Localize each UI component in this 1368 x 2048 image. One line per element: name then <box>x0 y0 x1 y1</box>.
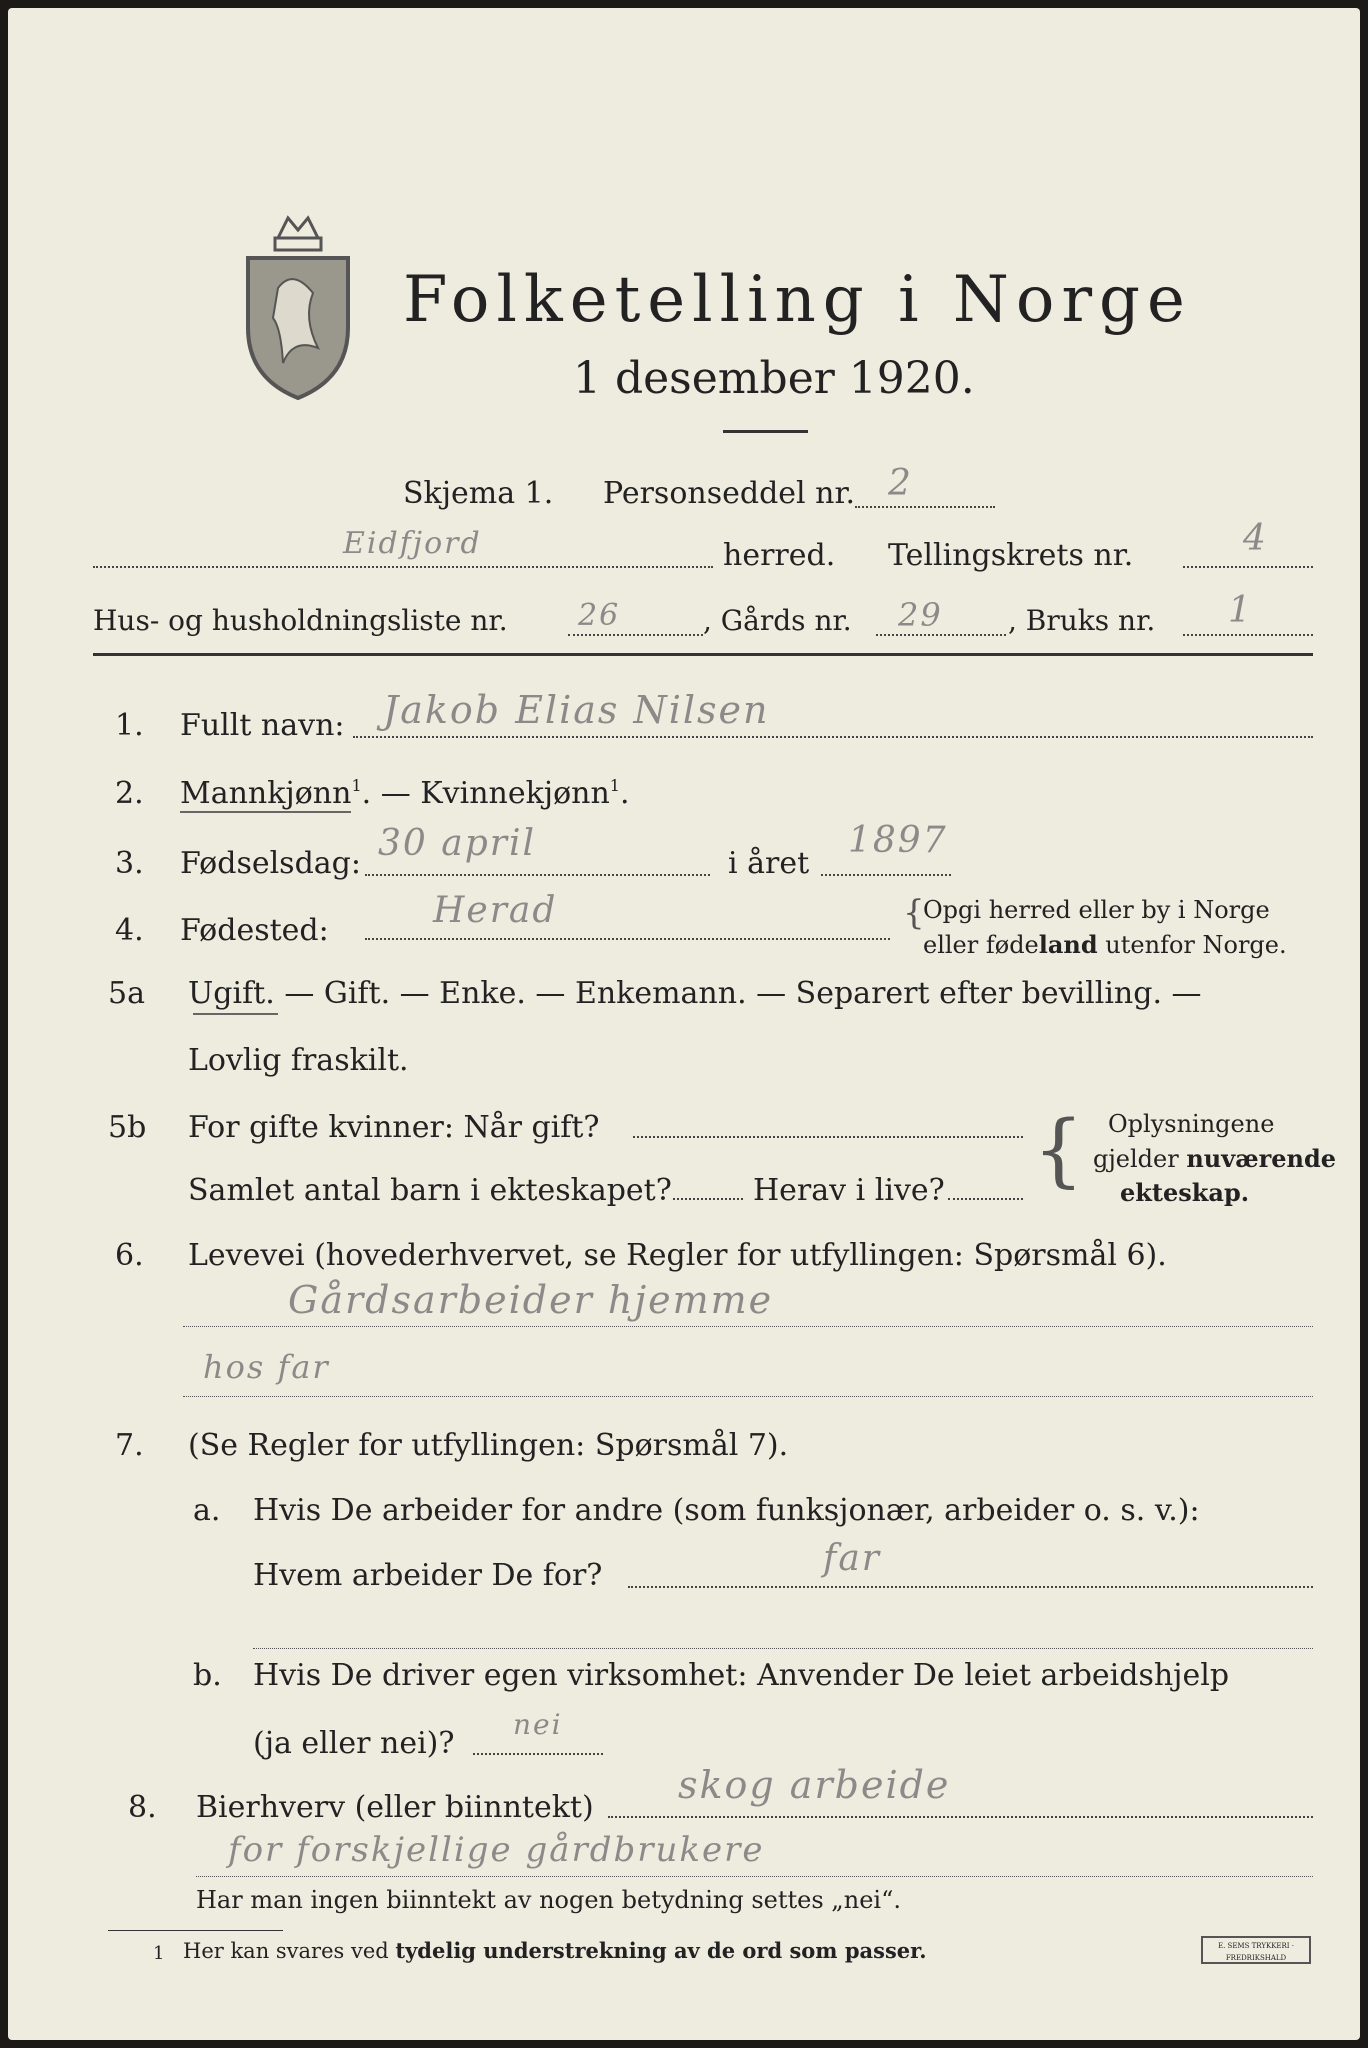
female-option[interactable]: Kvinnekjønn <box>420 776 610 811</box>
q4-note-1: Opgi herred eller by i Norge <box>923 896 1270 924</box>
q5b-note-3: ekteskap. <box>1120 1178 1250 1207</box>
children-line <box>673 1198 743 1200</box>
herred-label: herred. <box>723 538 836 573</box>
footnote-text <box>183 1938 927 1963</box>
q5b-line1: For gifte kvinner: Når gift? <box>188 1110 600 1145</box>
marital-status-options-2[interactable]: Lovlig fraskilt. <box>188 1043 409 1078</box>
alive-line <box>948 1198 1023 1200</box>
employer-line-2 <box>253 1648 1313 1649</box>
q5b-note-2b: nuværende <box>1186 1144 1337 1173</box>
occupation-value-1[interactable]: Gårdsarbeider hjemme <box>288 1278 774 1322</box>
q7a-letter: a. <box>193 1493 221 1528</box>
birthplace-line <box>365 938 890 940</box>
q3-number: 3. <box>115 846 144 881</box>
herred-line <box>93 566 713 568</box>
birthday-line <box>365 874 710 876</box>
bruks-line <box>1183 634 1313 636</box>
q8-number: 8. <box>128 1790 157 1825</box>
q8-label: Bierhverv (eller biinntekt) <box>196 1790 594 1825</box>
occupation-line-2 <box>183 1396 1313 1397</box>
footnote-rule <box>108 1930 283 1931</box>
employer-value[interactable]: far <box>823 1538 881 1579</box>
q4-note-2b: land <box>1038 930 1098 959</box>
side-income-line-2 <box>196 1876 1313 1877</box>
q4-number: 4. <box>115 913 144 948</box>
personseddel-line <box>855 506 995 508</box>
occupation-value-2[interactable]: hos far <box>203 1348 330 1386</box>
q7a-line1: Hvis De arbeider for andre (som funksjonær, arbeider o. s. v.): <box>253 1493 1200 1528</box>
q5a-number: 5a <box>108 976 145 1011</box>
q5b-line2a: Samlet antal barn i ekteskapet? <box>188 1173 672 1208</box>
q4-note-2c: utenfor Norge. <box>1097 931 1287 959</box>
gards-label: , Gårds nr. <box>703 604 852 637</box>
husholdning-label: Hus- og husholdningsliste nr. <box>93 604 508 637</box>
q1-number: 1. <box>115 708 144 743</box>
gards-line <box>876 634 1006 636</box>
skjema-label: Skjema 1. <box>403 476 554 511</box>
coat-of-arms-icon <box>233 198 363 408</box>
birthplace-value[interactable]: Herad <box>433 890 558 931</box>
ugift-underline <box>193 1013 278 1015</box>
occupation-line-1 <box>183 1326 1313 1327</box>
tellingskrets-line <box>1183 566 1313 568</box>
header-rule <box>93 653 1313 656</box>
q5b-line2b: Herav i live? <box>753 1173 945 1208</box>
q5b-note-1: Oplysningene <box>1108 1110 1275 1138</box>
gards-value[interactable]: 29 <box>898 596 943 634</box>
side-income-value-2[interactable]: for forskjellige gårdbrukere <box>228 1830 765 1870</box>
q2-separator: . — <box>361 776 421 811</box>
hired-help-value[interactable]: nei <box>513 1708 563 1741</box>
q2-end: . <box>619 776 630 811</box>
full-name-value[interactable]: Jakob Elias Nilsen <box>383 688 770 732</box>
printer-stamp: E. SEMS TRYKKERI · FREDRIKSHALD <box>1201 1936 1311 1964</box>
q4-note-2a: eller føde <box>923 931 1039 959</box>
birthday-value[interactable]: 30 april <box>378 823 536 864</box>
hired-help-line <box>473 1753 603 1755</box>
q3-label: Fødselsdag: <box>180 846 361 881</box>
marital-status-options[interactable]: Ugift. — Gift. — Enke. — Enkemann. — Separert efter bevilling. — <box>188 976 1202 1011</box>
q2-options: Mannkjønn$^1$. — Kvinnekjønn$^1$. <box>180 776 630 811</box>
q2-number: 2. <box>115 776 144 811</box>
q7-label: (Se Regler for utfyllingen: Spørsmål 7). <box>188 1428 789 1463</box>
q8-note: Har man ingen biinntekt av nogen betydning settes „nei“. <box>196 1886 901 1914</box>
q5b-note-2a: gjelder <box>1093 1145 1187 1173</box>
tellingskrets-label: Tellingskrets nr. <box>888 538 1134 573</box>
bruks-label: , Bruks nr. <box>1008 604 1156 637</box>
bruks-value[interactable]: 1 <box>1228 590 1253 631</box>
married-when-line <box>633 1136 1023 1138</box>
year-label: i året <box>728 846 810 881</box>
personseddel-label: Personseddel nr. <box>603 476 856 511</box>
husholdning-line <box>568 634 703 636</box>
q7b-line1: Hvis De driver egen virksomhet: Anvender De leiet arbeidshjelp <box>253 1658 1230 1693</box>
year-line <box>821 874 951 876</box>
q5b-note-2 <box>1093 1144 1336 1173</box>
q4-label: Fødested: <box>180 913 329 948</box>
footnote-number: 1 <box>153 1943 165 1964</box>
footnote-text-b: tydelig understrekning av de ord som passer. <box>395 1938 927 1963</box>
q4-bracket: { <box>903 893 925 933</box>
side-income-value-1[interactable]: skog arbeide <box>678 1763 951 1807</box>
q4-note-2 <box>923 930 1287 959</box>
birth-year-value[interactable]: 1897 <box>848 820 948 861</box>
husholdning-value[interactable]: 26 <box>578 598 621 633</box>
form-title: Folketelling i Norge <box>403 263 1192 337</box>
q1-line <box>353 736 1313 738</box>
q6-label: Levevei (hovederhvervet, se Regler for utfyllingen: Spørsmål 6). <box>188 1238 1167 1273</box>
tellingskrets-value[interactable]: 4 <box>1243 518 1268 559</box>
q1-label: Fullt navn: <box>180 708 345 743</box>
male-option[interactable]: Mannkjønn <box>180 776 352 811</box>
q7-number: 7. <box>115 1428 144 1463</box>
census-form <box>8 8 1360 2040</box>
q7b-letter: b. <box>193 1658 222 1693</box>
employer-line <box>628 1586 1313 1588</box>
q7b-line2: (ja eller nei)? <box>253 1726 455 1761</box>
side-income-line <box>608 1816 1313 1818</box>
q5b-bracket: { <box>1033 1103 1084 1196</box>
footnote-text-a: Her kan svares ved <box>183 1939 396 1963</box>
q6-number: 6. <box>115 1238 144 1273</box>
title-divider <box>723 430 808 433</box>
q5b-number: 5b <box>108 1110 147 1145</box>
personseddel-value[interactable]: 2 <box>888 463 913 504</box>
q7a-line2: Hvem arbeider De for? <box>253 1558 603 1593</box>
herred-value[interactable]: Eidfjord <box>343 526 482 561</box>
form-date: 1 desember 1920. <box>573 353 975 404</box>
